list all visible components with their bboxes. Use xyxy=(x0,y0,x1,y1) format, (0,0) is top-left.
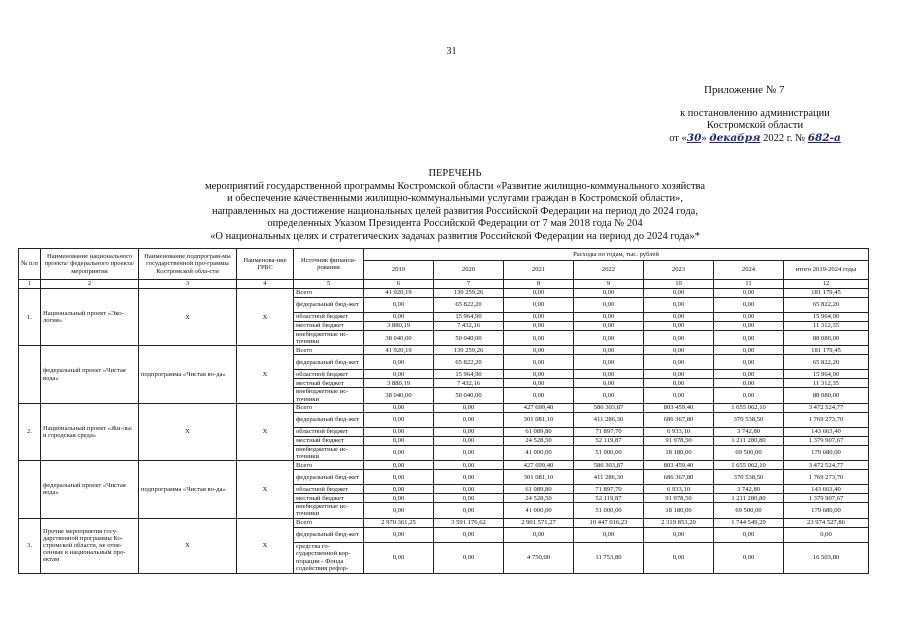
year-value: 1 655 062,10 xyxy=(714,403,784,412)
heading-line: мероприятий государственной программы Костромской области «Развитие жилищно-коммунального хозяйства xyxy=(204,180,706,192)
year-value: 0,00 xyxy=(364,470,434,485)
funding-source: Всего xyxy=(294,518,364,527)
year-value: 0,00 xyxy=(434,445,504,460)
header-year: 2022 xyxy=(574,261,644,280)
grbs-value: Х xyxy=(237,403,294,460)
year-value: 0,00 xyxy=(434,436,504,445)
year-value: 0,00 xyxy=(434,527,504,542)
year-value: 0,00 xyxy=(644,542,714,573)
year-value: 370 538,50 xyxy=(714,470,784,485)
year-value: 0,00 xyxy=(364,494,434,503)
year-value: 139 259,26 xyxy=(434,346,504,355)
year-value: 69 500,00 xyxy=(714,503,784,518)
funding-source: внебюджетные ис-точники xyxy=(294,445,364,460)
year-value: 50 040,00 xyxy=(434,331,504,346)
total-value: 1 379 907,67 xyxy=(784,494,869,503)
heading-line: и обеспечение качественными жилищно-коммунальными услугами граждан в Костромской области», xyxy=(226,193,683,204)
header-year-total: итого 2019-2024 годы xyxy=(784,261,869,280)
year-value: 686 367,80 xyxy=(644,412,714,427)
project-name: Национальный проект «Эко-логия» xyxy=(41,289,139,346)
year-value: 0,00 xyxy=(434,503,504,518)
year-value: 11 753,80 xyxy=(574,542,644,573)
column-number-row xyxy=(19,280,869,289)
decree-date-number xyxy=(660,132,850,145)
year-value: 7 432,16 xyxy=(434,379,504,388)
funding-source: областной бюджет xyxy=(294,370,364,379)
year-value: 0,00 xyxy=(434,427,504,436)
year-value: 50 040,00 xyxy=(434,388,504,403)
year-value: 65 822,20 xyxy=(434,355,504,370)
year-value: 6 933,10 xyxy=(644,427,714,436)
year-value: 0,00 xyxy=(364,427,434,436)
year-value: 0,00 xyxy=(504,322,574,331)
year-value: 427 699,40 xyxy=(504,461,574,470)
year-value: 41 920,19 xyxy=(364,346,434,355)
year-value: 18 180,00 xyxy=(644,445,714,460)
year-value: 0,00 xyxy=(504,331,574,346)
total-value: 3 472 524,77 xyxy=(784,403,869,412)
decree-mid1: » xyxy=(701,133,710,144)
year-value: 0,00 xyxy=(644,379,714,388)
year-value: 0,00 xyxy=(434,494,504,503)
column-number: 2 xyxy=(41,280,139,289)
heading-line: определенных Указом Президента Российской Федерации от 7 мая 2018 года № 204 xyxy=(267,218,643,229)
total-value: 1 379 907,67 xyxy=(784,436,869,445)
year-value: 0,00 xyxy=(574,298,644,313)
funding-source: Всего xyxy=(294,346,364,355)
year-value: 0,00 xyxy=(644,331,714,346)
header-year: 2023 xyxy=(644,261,714,280)
funding-source: областной бюджет xyxy=(294,485,364,494)
funding-source: внебюджетные ис-точники xyxy=(294,388,364,403)
column-number: 10 xyxy=(644,280,714,289)
header-year: 2024 xyxy=(714,261,784,280)
funding-source: местный бюджет xyxy=(294,436,364,445)
decree-number-handwritten: 682-а xyxy=(807,132,841,144)
funding-source: федеральный бюд-жет xyxy=(294,412,364,427)
column-number: 1 xyxy=(19,280,41,289)
year-value: 18 180,00 xyxy=(644,503,714,518)
funding-source: местный бюджет xyxy=(294,379,364,388)
year-value: 586 303,87 xyxy=(574,403,644,412)
subprogram-name: подпрограмма «Чистая во-да» xyxy=(139,461,237,518)
total-value: 181 179,45 xyxy=(784,346,869,355)
year-value: 65 822,20 xyxy=(434,298,504,313)
funding-source: средства го-сударственной кор-порации - Фонда содействия рефор- xyxy=(294,542,364,573)
year-value: 0,00 xyxy=(714,527,784,542)
total-value: 3 472 524,77 xyxy=(784,461,869,470)
header-expenses: Расходы по годам, тыс. рублей xyxy=(364,249,869,261)
funding-source: внебюджетные ис-точники xyxy=(294,503,364,518)
grbs-value: Х xyxy=(237,518,294,573)
year-value: 10 447 016,23 xyxy=(574,518,644,527)
year-value: 61 089,80 xyxy=(504,485,574,494)
year-value: 0,00 xyxy=(644,289,714,298)
year-value: 803 459,40 xyxy=(644,461,714,470)
total-value: 181 179,45 xyxy=(784,289,869,298)
total-value: 0,00 xyxy=(784,527,869,542)
column-number: 12 xyxy=(784,280,869,289)
year-value: 3 880,19 xyxy=(364,322,434,331)
year-value: 0,00 xyxy=(364,370,434,379)
grbs-value: Х xyxy=(237,461,294,518)
year-value: 0,00 xyxy=(504,346,574,355)
year-value: 0,00 xyxy=(714,346,784,355)
decree-prefix: от « xyxy=(669,133,687,144)
year-value: 0,00 xyxy=(644,346,714,355)
year-value: 0,00 xyxy=(644,370,714,379)
year-value: 3 591 176,62 xyxy=(434,518,504,527)
year-value: 0,00 xyxy=(644,355,714,370)
year-value: 0,00 xyxy=(364,403,434,412)
year-value: 41 920,19 xyxy=(364,289,434,298)
total-value: 1 769 273,70 xyxy=(784,470,869,485)
year-value: 15 964,90 xyxy=(434,370,504,379)
total-value: 23 974 527,86 xyxy=(784,518,869,527)
total-value: 88 080,00 xyxy=(784,331,869,346)
year-value: 1 211 280,80 xyxy=(714,436,784,445)
expenses-table xyxy=(18,248,869,574)
row-number xyxy=(19,461,41,518)
funding-source: федеральный бюд-жет xyxy=(294,527,364,542)
year-value: 3 742,80 xyxy=(714,427,784,436)
column-number: 4 xyxy=(237,280,294,289)
year-value: 69 500,00 xyxy=(714,445,784,460)
funding-source: местный бюджет xyxy=(294,322,364,331)
year-value: 0,00 xyxy=(504,388,574,403)
total-value: 143 663,40 xyxy=(784,485,869,494)
total-value: 143 663,40 xyxy=(784,427,869,436)
header-sources: Источник финанси-рования xyxy=(294,249,364,280)
year-value: 0,00 xyxy=(434,412,504,427)
header-year: 2019 xyxy=(364,261,434,280)
header-project-name: Наименование национального проекта/ федерального проекта/мероприятия xyxy=(41,249,139,280)
year-value: 0,00 xyxy=(434,542,504,573)
year-value: 0,00 xyxy=(364,313,434,322)
table-row xyxy=(19,518,869,527)
year-value: 0,00 xyxy=(434,470,504,485)
year-value: 0,00 xyxy=(714,313,784,322)
funding-source: внебюджетные ис-точники xyxy=(294,331,364,346)
header-subprogram: Наименование подпрограм-мы государственной про-граммы Костромской обла-сти xyxy=(139,249,237,280)
year-value: 0,00 xyxy=(574,331,644,346)
grbs-value: Х xyxy=(237,346,294,403)
year-value: 0,00 xyxy=(644,322,714,331)
year-value: 411 286,30 xyxy=(574,470,644,485)
total-value: 15 964,90 xyxy=(784,313,869,322)
funding-source: федеральный бюд-жет xyxy=(294,298,364,313)
year-value: 0,00 xyxy=(364,436,434,445)
year-value: 2 319 853,20 xyxy=(644,518,714,527)
subprogram-name: подпрограмма «Чистая во-да» xyxy=(139,346,237,403)
total-value: 16 503,80 xyxy=(784,542,869,573)
funding-source: Всего xyxy=(294,403,364,412)
subprogram-name: Х xyxy=(139,403,237,460)
year-value: 0,00 xyxy=(364,412,434,427)
year-value: 91 978,50 xyxy=(644,494,714,503)
total-value: 179 680,00 xyxy=(784,503,869,518)
year-value: 0,00 xyxy=(434,403,504,412)
year-value: 52 119,87 xyxy=(574,436,644,445)
column-number: 9 xyxy=(574,280,644,289)
year-value: 0,00 xyxy=(714,379,784,388)
year-value: 0,00 xyxy=(714,322,784,331)
year-value: 586 303,87 xyxy=(574,461,644,470)
column-number: 8 xyxy=(504,280,574,289)
year-value: 0,00 xyxy=(644,388,714,403)
project-name: Национальный проект «Жи-лье и городская среда» xyxy=(41,403,139,460)
year-value: 0,00 xyxy=(714,355,784,370)
funding-source: областной бюджет xyxy=(294,313,364,322)
funding-source: местный бюджет xyxy=(294,494,364,503)
header-grbs: Наименова-ние ГРБС xyxy=(237,249,294,280)
project-name: федеральный проект «Чистая вода» xyxy=(41,346,139,403)
row-number xyxy=(19,346,41,403)
year-value: 91 978,50 xyxy=(644,436,714,445)
year-value: 0,00 xyxy=(364,445,434,460)
header-row-1 xyxy=(19,249,869,261)
heading-title: ПЕРЕЧЕНЬ xyxy=(428,168,482,179)
year-value: 0,00 xyxy=(574,346,644,355)
subprogram-name: Х xyxy=(139,289,237,346)
year-value: 0,00 xyxy=(574,527,644,542)
year-value: 0,00 xyxy=(504,379,574,388)
year-value: 0,00 xyxy=(504,289,574,298)
year-value: 24 528,50 xyxy=(504,494,574,503)
year-value: 0,00 xyxy=(714,370,784,379)
total-value: 88 080,00 xyxy=(784,388,869,403)
header-year: 2020 xyxy=(434,261,504,280)
column-number: 7 xyxy=(434,280,504,289)
year-value: 38 040,00 xyxy=(364,388,434,403)
table-row xyxy=(19,289,869,298)
table-body xyxy=(19,249,869,574)
year-value: 6 933,10 xyxy=(644,485,714,494)
year-value: 41 000,00 xyxy=(504,445,574,460)
funding-source: федеральный бюд-жет xyxy=(294,355,364,370)
year-value: 71 897,70 xyxy=(574,485,644,494)
year-value: 0,00 xyxy=(434,485,504,494)
funding-source: Всего xyxy=(294,289,364,298)
year-value: 0,00 xyxy=(644,313,714,322)
year-value: 0,00 xyxy=(574,388,644,403)
year-value: 0,00 xyxy=(714,331,784,346)
year-value: 301 081,10 xyxy=(504,412,574,427)
heading-line: направленных на достижение национальных целей развития Российской Федерации на период до 2024 года, xyxy=(212,205,698,217)
year-value: 24 528,50 xyxy=(504,436,574,445)
year-value: 0,00 xyxy=(364,298,434,313)
header-year: 2021 xyxy=(504,261,574,280)
year-value: 0,00 xyxy=(504,298,574,313)
year-value: 0,00 xyxy=(574,379,644,388)
year-value: 0,00 xyxy=(364,527,434,542)
year-value: 1 211 280,80 xyxy=(714,494,784,503)
decree-reference xyxy=(660,108,850,145)
total-value: 65 822,20 xyxy=(784,298,869,313)
appendix-label: Приложение № 7 xyxy=(704,84,785,96)
year-value: 0,00 xyxy=(714,542,784,573)
decree-day-handwritten: 30 xyxy=(686,132,702,144)
year-value: 0,00 xyxy=(434,461,504,470)
year-value: 301 081,10 xyxy=(504,470,574,485)
year-value: 3 742,80 xyxy=(714,485,784,494)
row-number: 2. xyxy=(19,403,41,460)
project-name: Прочие мероприятия госу-дарственной программы Ко-стромской области, не отне-сенные к национальным про-ектам xyxy=(41,518,139,573)
table-row xyxy=(19,403,869,412)
document-heading xyxy=(60,168,850,243)
year-value: 686 367,80 xyxy=(644,470,714,485)
year-value: 15 964,90 xyxy=(434,313,504,322)
total-value: 11 312,35 xyxy=(784,379,869,388)
year-value: 0,00 xyxy=(714,388,784,403)
year-value: 803 459,40 xyxy=(644,403,714,412)
year-value: 0,00 xyxy=(504,313,574,322)
year-value: 0,00 xyxy=(574,355,644,370)
subprogram-name: Х xyxy=(139,518,237,573)
year-value: 427 699,40 xyxy=(504,403,574,412)
table-row xyxy=(19,346,869,355)
year-value: 0,00 xyxy=(504,355,574,370)
header-num: № п/п xyxy=(19,249,41,280)
year-value: 139 259,26 xyxy=(434,289,504,298)
year-value: 0,00 xyxy=(714,289,784,298)
funding-source: областной бюджет xyxy=(294,427,364,436)
grbs-value: Х xyxy=(237,289,294,346)
total-value: 1 769 273,70 xyxy=(784,412,869,427)
year-value: 0,00 xyxy=(574,370,644,379)
year-value: 370 538,50 xyxy=(714,412,784,427)
year-value: 71 897,70 xyxy=(574,427,644,436)
year-value: 38 040,00 xyxy=(364,331,434,346)
year-value: 61 089,80 xyxy=(504,427,574,436)
year-value: 0,00 xyxy=(714,298,784,313)
total-value: 65 822,20 xyxy=(784,355,869,370)
year-value: 41 000,00 xyxy=(504,503,574,518)
year-value: 0,00 xyxy=(574,289,644,298)
year-value: 411 286,30 xyxy=(574,412,644,427)
column-number: 6 xyxy=(364,280,434,289)
year-value: 2 901 571,27 xyxy=(504,518,574,527)
column-number: 11 xyxy=(714,280,784,289)
year-value: 0,00 xyxy=(644,298,714,313)
decree-line-2: Костромской области xyxy=(706,120,804,131)
year-value: 1 655 062,10 xyxy=(714,461,784,470)
year-value: 3 880,19 xyxy=(364,379,434,388)
row-number: 3. xyxy=(19,518,41,573)
decree-line-1: к постановлению администрации xyxy=(680,108,830,119)
year-value: 0,00 xyxy=(504,527,574,542)
year-value: 0,00 xyxy=(364,355,434,370)
decree-month-handwritten: декабря xyxy=(709,132,761,144)
year-value: 0,00 xyxy=(364,542,434,573)
year-value: 7 432,16 xyxy=(434,322,504,331)
year-value: 0,00 xyxy=(364,461,434,470)
year-value: 51 000,00 xyxy=(574,503,644,518)
year-value: 0,00 xyxy=(364,503,434,518)
year-value: 4 750,00 xyxy=(504,542,574,573)
year-value: 1 744 549,29 xyxy=(714,518,784,527)
year-value: 52 119,87 xyxy=(574,494,644,503)
year-value: 0,00 xyxy=(574,313,644,322)
table-row xyxy=(19,461,869,470)
funding-source: Всего xyxy=(294,461,364,470)
year-value: 51 000,00 xyxy=(574,445,644,460)
total-value: 179 680,00 xyxy=(784,445,869,460)
year-value: 0,00 xyxy=(504,370,574,379)
total-value: 11 312,35 xyxy=(784,322,869,331)
year-value: 0,00 xyxy=(574,322,644,331)
column-number: 3 xyxy=(139,280,237,289)
funding-source: федеральный бюд-жет xyxy=(294,470,364,485)
year-value: 0,00 xyxy=(644,527,714,542)
year-value: 0,00 xyxy=(364,485,434,494)
decree-mid2: 2022 г. № xyxy=(760,133,808,144)
total-value: 15 964,90 xyxy=(784,370,869,379)
year-value: 2 970 361,25 xyxy=(364,518,434,527)
column-number: 5 xyxy=(294,280,364,289)
row-number: 1. xyxy=(19,289,41,346)
project-name: федеральный проект «Чистая вода» xyxy=(41,461,139,518)
heading-line: «О национальных целях и стратегических задачах развития Российской Федерации на период до 2024 года»* xyxy=(210,230,700,242)
page-number: 31 xyxy=(446,46,457,57)
